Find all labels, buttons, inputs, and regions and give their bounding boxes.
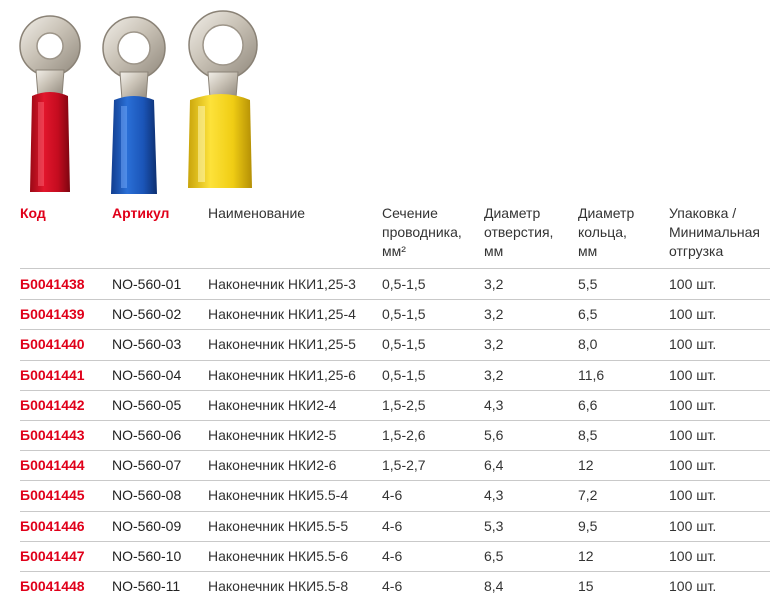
cell-name: Наконечник НКИ2-4 (208, 396, 337, 413)
cell-ring: 15 (578, 578, 594, 594)
cell-kod: Б0041444 (20, 457, 85, 474)
header-hole-line3: мм (484, 243, 504, 259)
cell-kod: Б0041439 (20, 306, 85, 323)
cell-name: Наконечник НКИ5.5-8 (208, 578, 349, 594)
header-section-line1: Сечение (382, 205, 438, 221)
cell-artikul: NO-560-09 (112, 517, 182, 534)
cell-artikul: NO-560-11 (112, 578, 181, 594)
cell-ring: 11,6 (578, 366, 605, 383)
cell-name: Наконечник НКИ2-5 (208, 427, 337, 443)
cell-hole: 3,2 (484, 336, 504, 353)
header-pack-line1: Упаковка / (669, 205, 737, 221)
cell-section: 0,5-1,5 (382, 306, 426, 323)
cell-pack: 100 шт. (669, 517, 717, 534)
cell-ring: 12 (578, 547, 594, 564)
cell-kod: Б0041448 (20, 578, 85, 594)
cell-section: 0,5-1,5 (382, 336, 426, 353)
cell-kod: Б0041447 (20, 547, 85, 564)
table-row (0, 269, 772, 299)
header-ring-line2: кольца, (578, 224, 627, 240)
cell-hole: 3,2 (484, 276, 504, 292)
table-row (0, 480, 772, 510)
cell-name: Наконечник НКИ1,25-6 (208, 366, 356, 383)
cell-kod: Б0041445 (20, 487, 85, 504)
ring-terminals-photo (0, 0, 772, 200)
cell-artikul: NO-560-03 (112, 336, 182, 353)
cell-name: Наконечник НКИ5.5-4 (208, 487, 349, 504)
header-ring (578, 204, 634, 261)
cell-ring: 9,5 (578, 517, 598, 534)
cell-ring: 7,2 (578, 487, 598, 504)
cell-ring: 5,5 (578, 276, 598, 292)
cell-artikul: NO-560-04 (112, 366, 182, 383)
cell-hole: 8,4 (484, 578, 504, 594)
header-ring-line3: мм (578, 243, 598, 259)
cell-name: Наконечник НКИ1,25-5 (208, 336, 356, 353)
header-section-line3: мм² (382, 243, 406, 259)
cell-artikul: NO-560-02 (112, 306, 182, 323)
cell-name: Наконечник НКИ5.5-5 (208, 517, 349, 534)
header-section (382, 204, 462, 261)
cell-section: 4-6 (382, 578, 403, 594)
cell-pack: 100 шт. (669, 336, 717, 353)
red-ring-terminal (20, 16, 80, 192)
cell-pack: 100 шт. (669, 306, 717, 323)
cell-section: 4-6 (382, 547, 403, 564)
cell-pack: 100 шт. (669, 276, 717, 292)
header-pack (669, 204, 760, 261)
header-ring-line1: Диаметр (578, 205, 635, 221)
cell-pack: 100 шт. (669, 427, 717, 443)
cell-kod: Б0041440 (20, 336, 85, 353)
cell-artikul: NO-560-10 (112, 547, 182, 564)
cell-artikul: NO-560-07 (112, 457, 182, 474)
cell-kod: Б0041438 (20, 276, 85, 292)
cell-hole: 5,3 (484, 517, 504, 534)
header-pack-line3: отгрузка (669, 243, 724, 259)
blue-ring-terminal (103, 17, 165, 194)
cell-artikul: NO-560-06 (112, 427, 182, 443)
cell-hole: 3,2 (484, 306, 504, 323)
cell-ring: 12 (578, 457, 594, 474)
header-kod: Код (20, 205, 46, 221)
cell-ring: 8,0 (578, 336, 598, 353)
table-row (0, 511, 772, 541)
cell-pack: 100 шт. (669, 396, 717, 413)
header-pack-line2: Минимальная (669, 224, 761, 240)
cell-name: Наконечник НКИ1,25-3 (208, 276, 356, 292)
cell-pack: 100 шт. (669, 366, 717, 383)
table-row (0, 390, 772, 420)
cell-section: 0,5-1,5 (382, 366, 426, 383)
cell-pack: 100 шт. (669, 457, 717, 474)
header-hole-line1: Диаметр (484, 205, 541, 221)
cell-ring: 6,5 (578, 306, 598, 323)
cell-artikul: NO-560-01 (112, 276, 182, 292)
table-row (0, 299, 772, 329)
table-row (0, 360, 772, 390)
cell-artikul: NO-560-08 (112, 487, 182, 504)
cell-artikul: NO-560-05 (112, 396, 182, 413)
cell-kod: Б0041443 (20, 427, 85, 443)
cell-section: 4-6 (382, 487, 403, 504)
cell-pack: 100 шт. (669, 547, 717, 564)
cell-pack: 100 шт. (669, 578, 717, 594)
cell-section: 4-6 (382, 517, 403, 534)
table-row (0, 420, 772, 450)
cell-name: Наконечник НКИ1,25-4 (208, 306, 356, 323)
cell-hole: 4,3 (484, 487, 504, 504)
cell-kod: Б0041446 (20, 517, 85, 534)
cell-section: 1,5-2,5 (382, 396, 426, 413)
cell-hole: 3,2 (484, 366, 504, 383)
header-name: Наименование (208, 205, 306, 221)
cell-ring: 6,6 (578, 396, 598, 413)
cell-kod: Б0041441 (20, 366, 85, 383)
cell-name: Наконечник НКИ2-6 (208, 457, 337, 474)
table-row (0, 541, 772, 571)
cell-hole: 6,4 (484, 457, 504, 474)
header-artikul: Артикул (112, 205, 170, 221)
yellow-ring-terminal (188, 11, 257, 188)
cell-hole: 5,6 (484, 427, 504, 443)
cell-ring: 8,5 (578, 427, 598, 443)
table-row (0, 329, 772, 359)
cell-section: 1,5-2,6 (382, 427, 426, 443)
cell-section: 1,5-2,7 (382, 457, 426, 474)
header-section-line2: проводника, (382, 224, 462, 240)
table-row (0, 571, 772, 601)
cell-pack: 100 шт. (669, 487, 717, 504)
table-row (0, 450, 772, 480)
cell-name: Наконечник НКИ5.5-6 (208, 547, 349, 564)
header-hole (484, 204, 553, 261)
cell-hole: 6,5 (484, 547, 504, 564)
cell-section: 0,5-1,5 (382, 276, 426, 292)
cell-kod: Б0041442 (20, 396, 85, 413)
cell-hole: 4,3 (484, 396, 504, 413)
header-hole-line2: отверстия, (484, 224, 554, 240)
